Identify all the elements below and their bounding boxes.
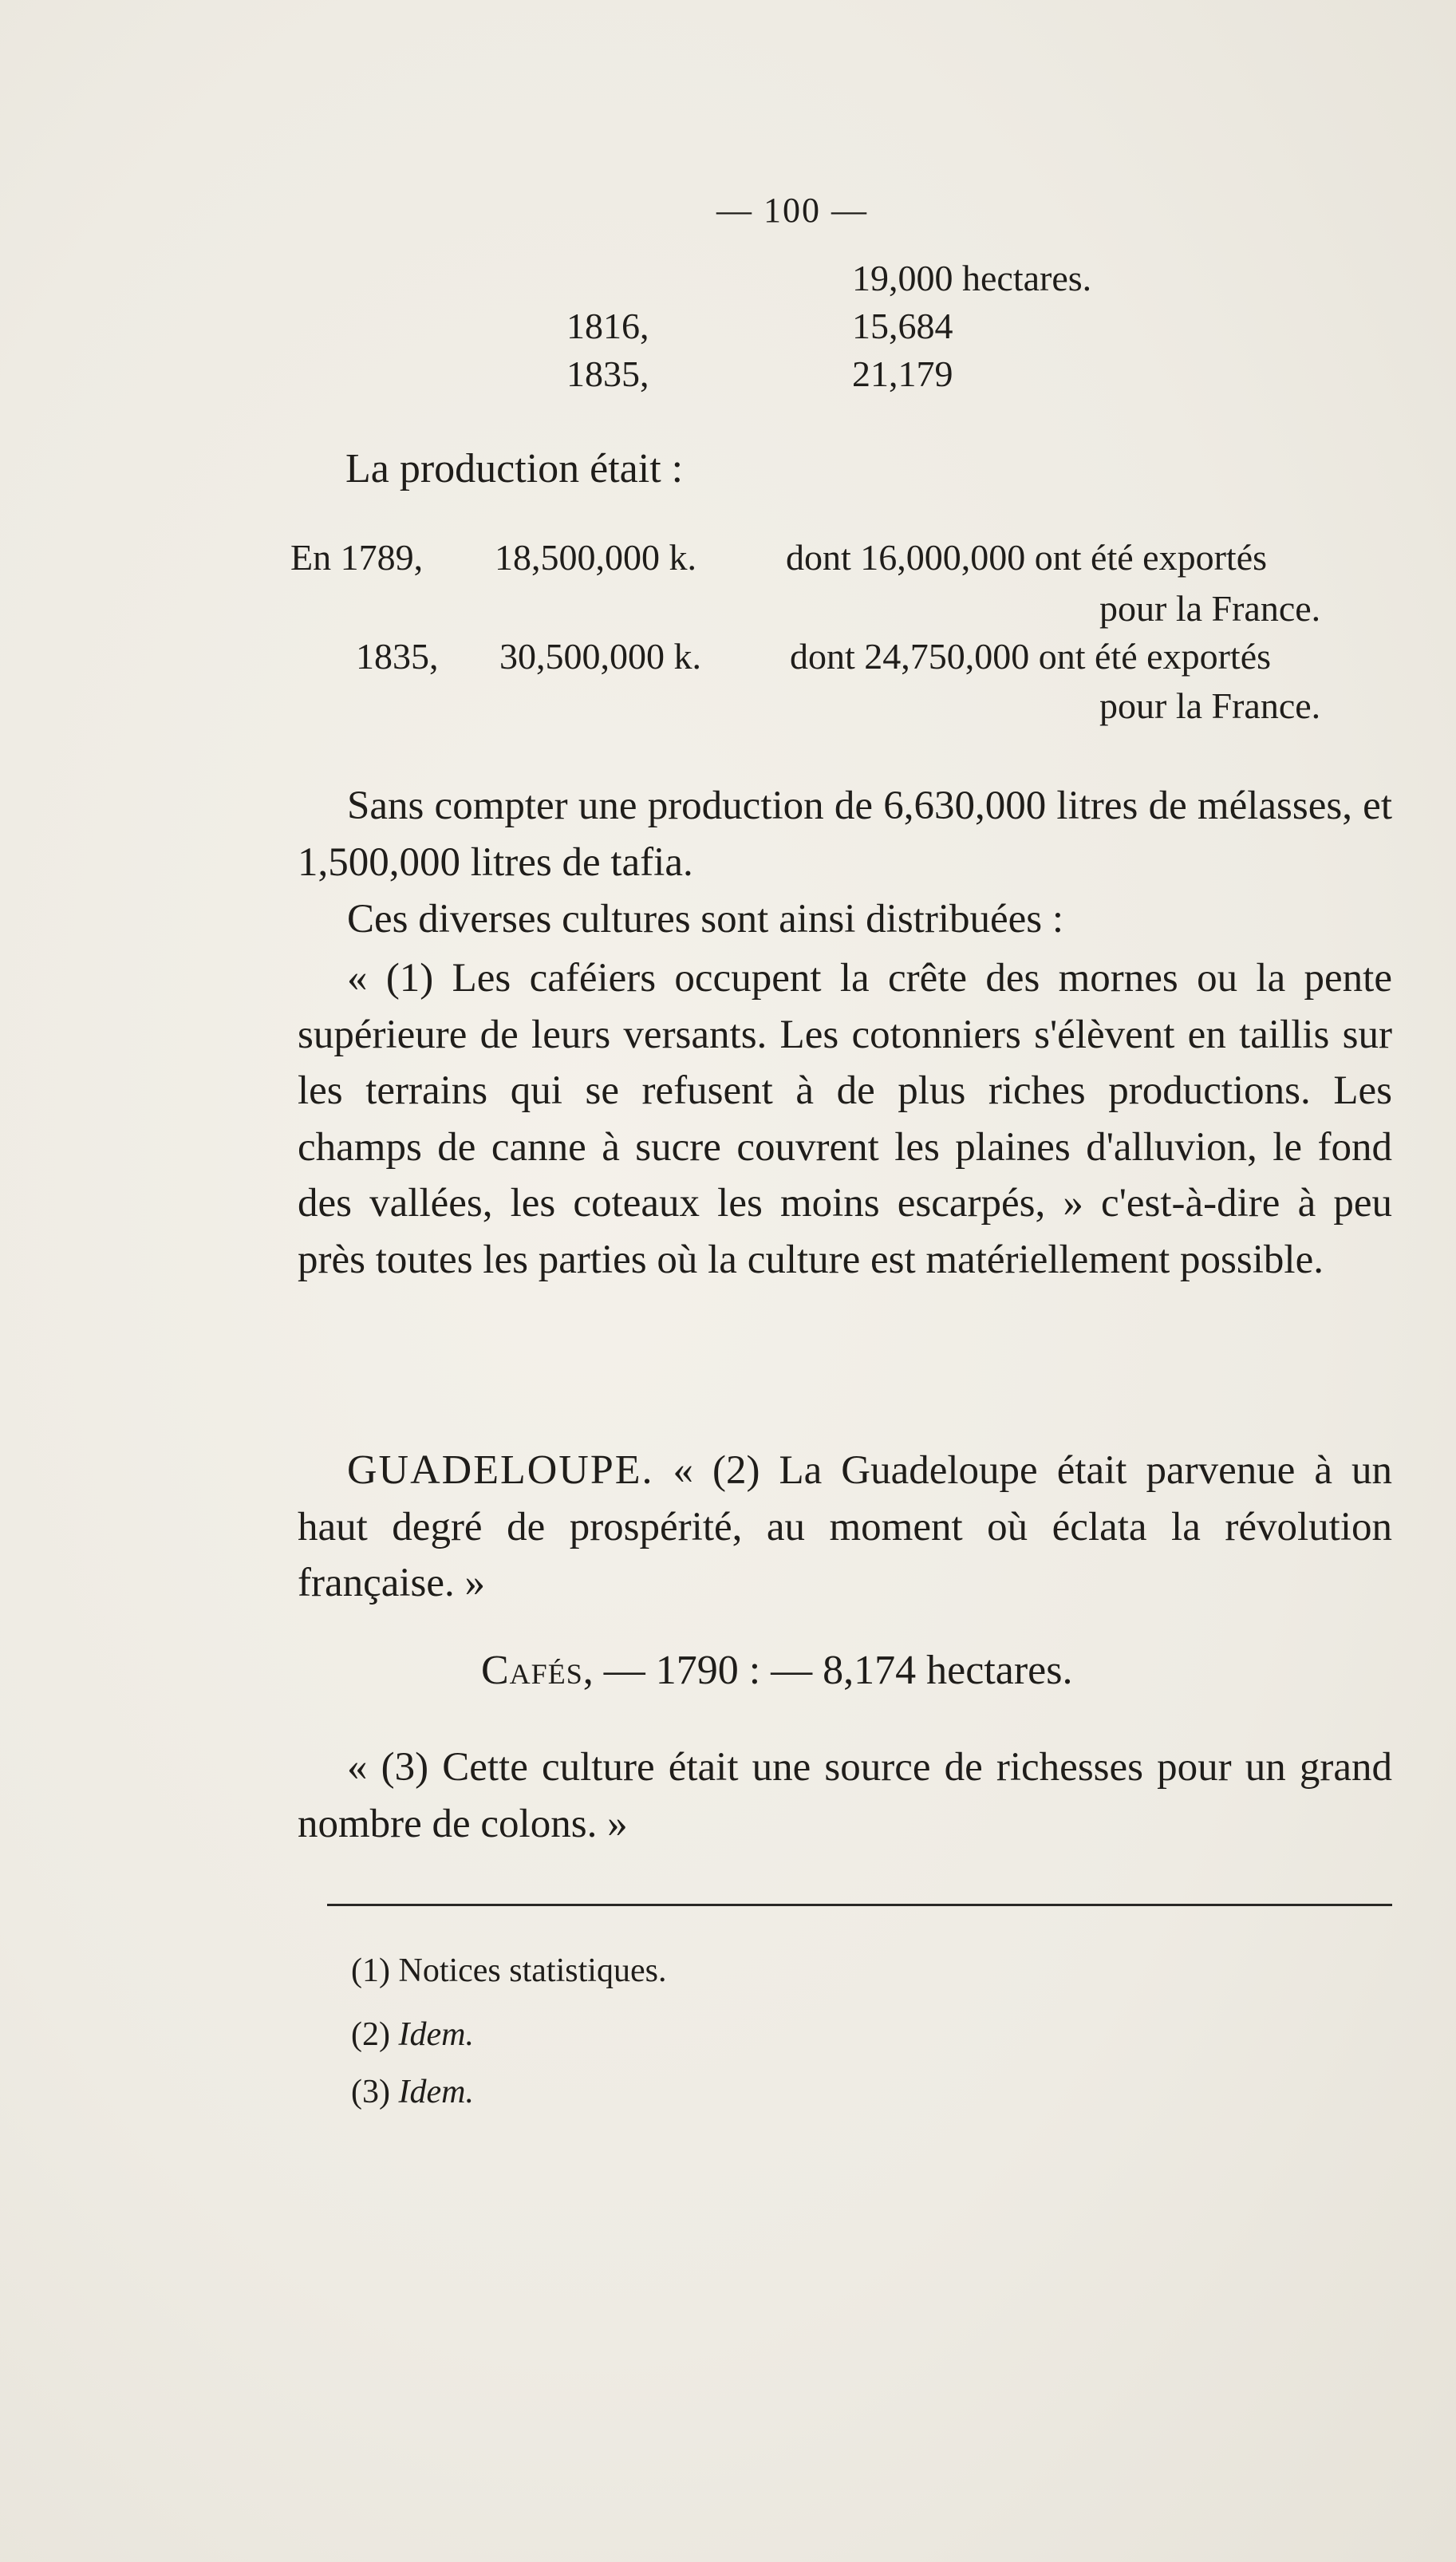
hectares-value-1: 19,000 hectares.: [852, 258, 1092, 298]
footnote-3: [351, 2073, 474, 2111]
footnote-text-1: Notices statistiques.: [398, 1952, 667, 1989]
paragraph-quote-1: « (1) Les caféiers occupent la crête des mornes ou la pente supérieure de leurs versants. Les cotonniers s'élèvent en taillis sur les terrains qui se refusent à de plus riches productions. Les champs de canne à sucre couvrent les plaines d'alluvion, le fond des vallées, les coteaux les moins escarpés, » c'est-à-dire à peu près toutes les parties où la culture est matériellement possible.: [298, 956, 1392, 1282]
production-year-1: En 1789,: [290, 537, 424, 578]
footnote-text-3: Idem.: [398, 2074, 474, 2110]
cafes-rest: , — 1790 : — 8,174 hectares.: [582, 1648, 1073, 1693]
hectares-year-3: 1835,: [566, 353, 649, 394]
footnote-mark-1: (1): [351, 1952, 390, 1989]
footnote-1: [351, 1952, 666, 1990]
production-detail-1: dont 16,000,000 ont été exportés: [786, 537, 1268, 578]
footnote-mark-3: (3): [351, 2074, 390, 2110]
production-detail2-2: pour la France.: [1099, 685, 1321, 726]
production-intro: La production était :: [345, 446, 684, 491]
production-detail-2: dont 24,750,000 ont été exportés: [790, 636, 1272, 677]
paragraph-distribution: Ces diverses cultures sont ainsi distribuées :: [347, 897, 1064, 942]
production-amount-2: 30,500,000 k.: [499, 636, 701, 677]
production-year-2: 1835,: [356, 636, 439, 677]
footnote-2: [351, 2015, 474, 2054]
cafes-line: [481, 1647, 1073, 1694]
production-detail2-1: pour la France.: [1099, 588, 1321, 629]
paragraph-quote-3: « (3) Cette culture était une source de richesses pour un grand nombre de colons. »: [298, 1745, 1392, 1846]
hectares-value-3: 21,179: [852, 353, 953, 394]
guadeloupe-text: « (2) La Guadeloupe était parvenue à un haut degré de prospérité, au moment où éclata la révolution française. »: [298, 1448, 1392, 1605]
page-number: — 100 —: [716, 191, 868, 230]
guadeloupe-heading: GUADELOUPE.: [347, 1447, 654, 1493]
footnote-rule: [327, 1904, 1392, 1906]
hectares-year-2: 1816,: [566, 306, 649, 346]
production-amount-1: 18,500,000 k.: [495, 537, 696, 578]
footnote-text-2: Idem.: [398, 2016, 474, 2053]
paragraph-guadeloupe: [298, 1443, 1392, 1612]
cafes-label: Cafés: [481, 1648, 583, 1693]
paragraph-melasses: Sans compter une production de 6,630,000 litres de mélasses, et 1,500,000 litres de tafia.: [298, 784, 1392, 885]
footnote-mark-2: (2): [351, 2016, 390, 2053]
hectares-value-2: 15,684: [852, 306, 953, 346]
